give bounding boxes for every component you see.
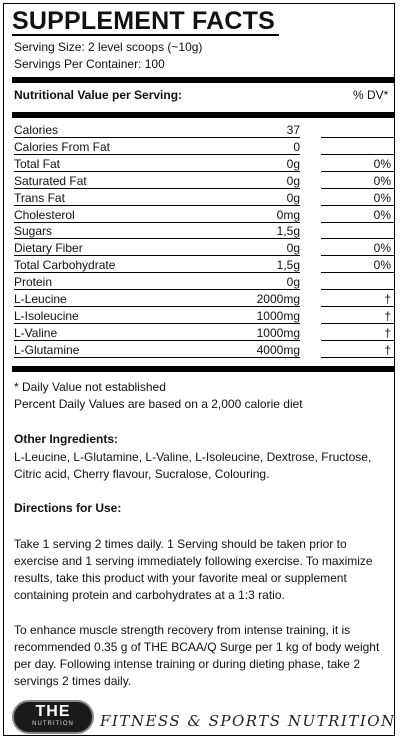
nutrient-dv: † <box>384 308 391 323</box>
nutrient-name: Saturated Fat <box>14 173 87 188</box>
directions-heading: Directions for Use: <box>14 501 122 515</box>
brand-logo <box>12 700 94 734</box>
nutrient-dv: † <box>384 342 391 357</box>
nutrient-name: Sugars <box>14 224 53 239</box>
nutrient-amount: 1000mg <box>256 308 300 323</box>
row-rule <box>14 306 300 307</box>
row-dv-rule <box>321 222 394 223</box>
ingredients-text: L-Leucine, L-Glutamine, L-Valine, L-Isoleucine, Dextrose, Fructose, Citric acid, Cherry flavour, Sucralose, Colouring. <box>14 450 372 481</box>
nutrient-amount: 0 <box>293 139 300 154</box>
row-dv-rule <box>321 171 394 172</box>
nutrient-name: L-Isoleucine <box>14 308 79 323</box>
nutrient-amount: 0g <box>286 173 300 188</box>
nutrient-name: Calories <box>14 123 59 137</box>
nutrient-name: Total Fat <box>14 156 61 171</box>
row-dv-rule <box>321 306 394 307</box>
nutrition-row <box>14 257 394 273</box>
nutrient-name: Trans Fat <box>14 190 65 205</box>
row-dv-rule <box>321 137 394 138</box>
dv-note: * Daily Value not established <box>14 380 166 394</box>
row-rule <box>14 205 300 206</box>
row-dv-rule <box>321 238 394 239</box>
nutrient-name: Cholesterol <box>14 207 75 222</box>
row-rule <box>14 255 300 256</box>
top-divider <box>12 77 395 83</box>
nutrition-row <box>14 308 394 324</box>
nutrition-row <box>14 240 394 256</box>
row-rule <box>14 222 300 223</box>
nutrient-amount: 0g <box>286 275 300 290</box>
row-dv-rule <box>321 272 394 273</box>
row-rule <box>14 340 300 341</box>
row-dv-rule <box>321 340 394 341</box>
row-rule <box>14 323 300 324</box>
row-rule <box>14 289 300 290</box>
nutrient-dv: † <box>384 325 391 340</box>
nutrient-dv: † <box>384 292 391 306</box>
nutrient-amount: 1000mg <box>256 325 300 340</box>
nutrient-amount: 1,5g <box>276 224 300 239</box>
nutrient-name: Total Carbohydrate <box>14 258 116 273</box>
nutrient-name: Protein <box>14 275 53 290</box>
nutrition-heading: Nutritional Value per Serving: <box>14 88 183 102</box>
nutrient-amount: 1,5g <box>276 258 300 273</box>
nutrient-dv: 0% <box>373 173 391 188</box>
row-rule <box>14 137 300 138</box>
nutrient-dv: 0% <box>373 190 391 205</box>
directions-paragraph-2: To enhance muscle strength recovery from intense training, it is recommended 0.35 g of THE BCAA/Q Surge per 1 kg of body weight per day. Following intense training or during dieting phase, take 2 servings 2 times daily. <box>14 623 380 688</box>
nutrition-row <box>14 274 394 290</box>
nutrient-amount: 0g <box>286 156 300 171</box>
serving-size: Serving Size: 2 level scoops (~10g) <box>14 40 203 54</box>
logo-sub-text: NUTRITION <box>32 721 74 727</box>
nutrition-row <box>14 139 394 155</box>
row-dv-rule <box>321 357 394 358</box>
bottom-divider <box>12 366 395 372</box>
nutrient-dv: 0% <box>373 241 391 256</box>
row-rule <box>14 171 300 172</box>
row-rule <box>14 272 300 273</box>
nutrient-amount: 0mg <box>276 207 300 222</box>
row-dv-rule <box>321 255 394 256</box>
row-dv-rule <box>321 188 394 189</box>
nutrition-row <box>14 207 394 223</box>
nutrient-dv: 0% <box>373 258 391 273</box>
row-rule <box>14 238 300 239</box>
nutrient-amount: 0g <box>286 190 300 205</box>
nutrient-amount: 4000mg <box>256 342 300 357</box>
nutrient-name: L-Valine <box>14 325 58 340</box>
nutrient-name: Dietary Fiber <box>14 241 83 256</box>
nutrition-row <box>14 342 394 358</box>
row-dv-rule <box>321 289 394 290</box>
row-dv-rule <box>321 154 394 155</box>
nutrition-row <box>14 122 394 138</box>
row-dv-rule <box>321 205 394 206</box>
row-rule <box>14 357 300 358</box>
percent-basis-note: Percent Daily Values are based on a 2,000 calorie diet <box>14 397 303 411</box>
supplement-facts-panel <box>3 3 395 736</box>
nutrition-row <box>14 291 394 307</box>
row-rule <box>14 188 300 189</box>
nutrient-amount: 2000mg <box>256 292 300 306</box>
brand-tagline: FITNESS & SPORTS NUTRITION <box>100 712 396 730</box>
row-dv-rule <box>321 323 394 324</box>
nutrient-name: L-Leucine <box>14 292 67 306</box>
panel-title: SUPPLEMENT FACTS <box>12 8 279 36</box>
header-divider <box>12 112 395 118</box>
nutrient-name: L-Glutamine <box>14 342 80 357</box>
nutrition-row <box>14 173 394 189</box>
nutrition-row <box>14 325 394 341</box>
nutrition-row <box>14 223 394 239</box>
nutrient-name: Calories From Fat <box>14 139 111 154</box>
ingredients-heading: Other Ingredients: <box>14 432 119 446</box>
nutrition-row <box>14 156 394 172</box>
nutrition-row <box>14 190 394 206</box>
nutrient-amount: 37 <box>286 123 300 137</box>
row-rule <box>14 154 300 155</box>
nutrient-dv: 0% <box>373 156 391 171</box>
servings-per-container: Servings Per Container: 100 <box>14 57 165 71</box>
dv-heading: % DV* <box>353 88 389 102</box>
directions-paragraph-1: Take 1 serving 2 times daily. 1 Serving should be taken prior to exercise and 1 serving immediately following exercise. To maximize results, take this product with your favorite meal or supplement containing protein and carbohydrates at a 1:3 ratio. <box>14 537 373 602</box>
logo-main-text: THE <box>35 703 71 720</box>
nutrient-amount: 0g <box>286 241 300 256</box>
nutrient-dv: 0% <box>373 207 391 222</box>
brand-footer <box>12 700 396 736</box>
